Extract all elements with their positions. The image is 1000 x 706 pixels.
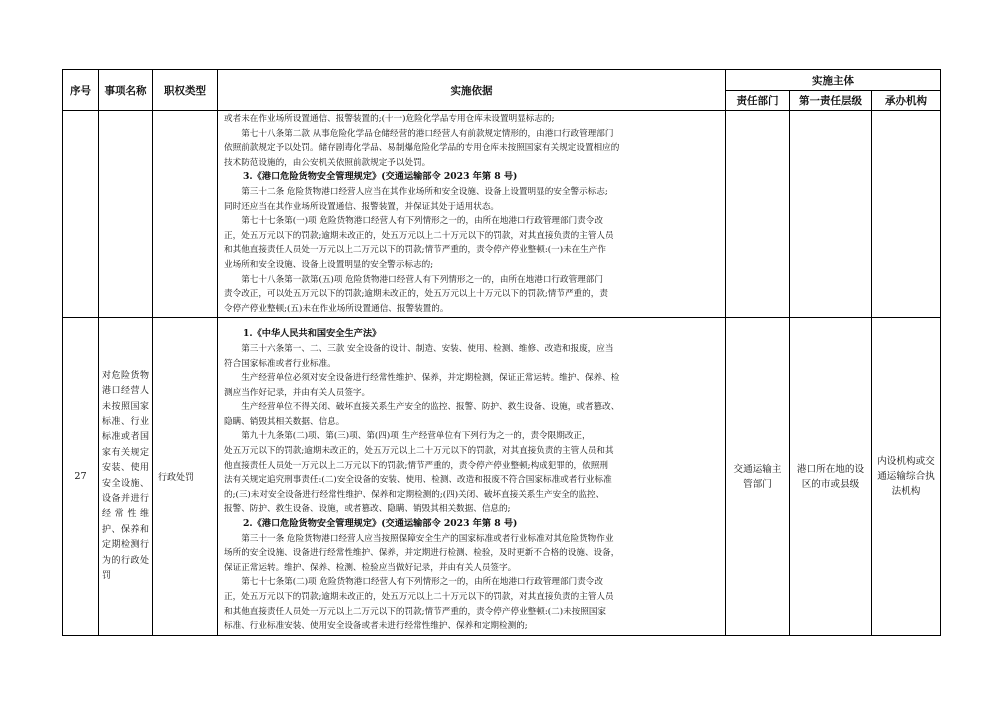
header-basis: 实施依据 bbox=[218, 70, 726, 111]
basis-line: 技术防范设施的，由公安机关依照前款规定予以处罚。 bbox=[224, 157, 431, 168]
basis-line: 正，处五万元以下的罚款;逾期未改正的，处五万元以上二十万元以下的罚款，对其直接负责的主管人员 bbox=[224, 230, 614, 241]
basis-line: 报警、防护、救生设备、设施，或者篡改、隐瞒、销毁其相关数据、信息的; bbox=[224, 504, 511, 515]
basis-line: 法有关规定追究刑事责任:(二)安全设备的安装、使用、检测、改造和报废不符合国家标准或者行业标准 bbox=[224, 475, 612, 486]
cont-dept-cell bbox=[726, 111, 790, 318]
basis-line: 或者未在作业场所设置通信、报警装置的;(十一)危险化学品专用仓库未设置明显标志的; bbox=[224, 114, 555, 124]
basis-line: 业场所和安全设施、设备上设置明显的安全警示标志的; bbox=[224, 259, 434, 270]
header-level: 第一责任层级 bbox=[790, 91, 872, 111]
basis-line: 第七十八条第一款第(五)项 危险货物港口经营人有下列情形之一的，由所在地港口行政管理部门 bbox=[241, 274, 603, 285]
basis-line: 和其他直接责任人员处一万元以上二万元以下的罚款;情节严重的，责令停产停业整顿:(二)未按照国家 bbox=[224, 606, 607, 617]
basis-line: 生产经营单位必须对安全设备进行经常性维护、保养，并定期检测，保证正常运转。维护、保养、检 bbox=[241, 373, 620, 384]
header-type: 职权类型 bbox=[153, 70, 218, 111]
cont-idx-cell bbox=[63, 111, 99, 318]
basis-heading: 2.《港口危险货物安全管理规定》(交通运输部令 2023 年第 8 号) bbox=[243, 518, 518, 530]
basis-line: 责令改正，可以处五万元以下的罚款;逾期未改正的，处五万元以上十万元以下的罚款;情节严重的，责 bbox=[224, 289, 608, 300]
basis-line: 测应当作好记录，并由有关人员签字。 bbox=[224, 387, 371, 398]
basis-line: 令停产停业整顿;(五)未在作业场所设置通信、报警装置的。 bbox=[224, 303, 449, 314]
basis-line: 隐瞒、销毁其相关数据、信息。 bbox=[224, 416, 345, 427]
header-idx: 序号 bbox=[63, 70, 99, 111]
header-org: 承办机构 bbox=[872, 91, 941, 111]
basis-line: 第七十七条第(一)项 危险货物港口经营人有下列情形之一的，由所在地港口行政管理部门责令改 bbox=[241, 216, 603, 227]
basis-line: 他直接责任人员处一万元以上二万元以下的罚款;情节严重的，责令停产停业整顿;构成犯罪的，依照刑 bbox=[224, 460, 608, 471]
authority-table bbox=[62, 69, 941, 636]
row-item-name: 对危险货物港口经营人未按照国家标准、行业标准或者国家有关规定安装、使用安全设施、设备并进行经常性维护、保养和定期检测行为的行政处罚 bbox=[99, 318, 153, 635]
basis-line: 第三十一条 危险货物港口经营人应当按照保障安全生产的国家标准或者行业标准对其危险货物作业 bbox=[241, 533, 614, 544]
cont-basis-cell bbox=[218, 111, 726, 318]
basis-line: 依照前款规定予以处罚。储存剧毒化学品、易制爆危险化学品的专用仓库未按照国家有关规定设置相应的 bbox=[224, 143, 620, 154]
basis-line: 正，处五万元以下的罚款;逾期未改正的，处五万元以上二十万元以下的罚款，对其直接负责的主管人员 bbox=[224, 592, 614, 602]
basis-line: 第三十六条第一、二、三款 安全设备的设计、制造、安装、使用、检测、维修、改造和报废，应当 bbox=[241, 343, 614, 354]
basis-heading: 3.《港口危险货物安全管理规定》(交通运输部令 2023 年第 8 号) bbox=[243, 171, 518, 183]
basis-line: 第七十七条第(二)项 危险货物港口经营人有下列情形之一的，由所在地港口行政管理部门责令改 bbox=[241, 577, 603, 588]
table-row-continuation bbox=[63, 111, 941, 318]
basis-line: 处五万元以下的罚款;逾期未改正的，处五万元以上二十万元以下的罚款，对其直接负责的主管人员和其 bbox=[224, 446, 614, 457]
row-idx: 27 bbox=[63, 318, 99, 635]
basis-line: 生产经营单位不得关闭、破坏直接关系生产安全的监控、报警、防护、救生设备、设施，或者篡改、 bbox=[241, 402, 620, 413]
row-basis-cell bbox=[218, 318, 726, 635]
basis-line: 标准、行业标准安装、使用安全设备或者未进行经常性维护、保养和定期检测的; bbox=[224, 621, 528, 632]
basis-line: 同时还应当在其作业场所设置通信、报警装置，并保证其处于适用状态。 bbox=[224, 201, 500, 212]
basis-line: 场所的安全设施、设备进行经常性维护、保养，并定期进行检测、检验，及时更新不合格的设施、设备， bbox=[224, 548, 620, 559]
basis-heading: 1.《中华人民共和国安全生产法》 bbox=[243, 328, 382, 340]
cont-name-cell bbox=[99, 111, 153, 318]
table-row-27 bbox=[63, 318, 941, 635]
basis-line: 符合国家标准或者行业标准。 bbox=[224, 358, 336, 369]
basis-line: 第九十九条第(二)项、第(三)项、第(四)项 生产经营单位有下列行为之一的，责令限期改正， bbox=[241, 431, 591, 442]
cont-level-cell bbox=[790, 111, 872, 318]
basis-line: 和其他直接责任人员处一万元以上二万元以下的罚款;情节严重的，责令停产停业整顿:(一)未在生产作 bbox=[224, 245, 607, 256]
basis-line: 第三十二条 危险货物港口经营人应当在其作业场所和安全设施、设备上设置明显的安全警示标志; bbox=[241, 186, 608, 197]
header-dept: 责任部门 bbox=[726, 91, 790, 111]
row-authority-type: 行政处罚 bbox=[153, 318, 218, 635]
basis-line: 的;(三)未对安全设备进行经常性维护、保养和定期检测的;(四)关闭、破坏直接关系生产安全的监控、 bbox=[224, 489, 605, 500]
basis-line: 第七十八条第二款 从事危险化学品仓储经营的港口经营人有前款规定情形的，由港口行政管理部门 bbox=[241, 128, 614, 139]
cont-type-cell bbox=[153, 111, 218, 318]
header-name: 事项名称 bbox=[99, 70, 153, 111]
row-dept: 交通运输主管部门 bbox=[726, 318, 790, 635]
row-org: 内设机构或交通运输综合执法机构 bbox=[872, 318, 941, 635]
cont-org-cell bbox=[872, 111, 941, 318]
header-subject: 实施主体 bbox=[726, 70, 941, 91]
basis-line: 保证正常运转。维护、保养、检测、检验应当做好记录，并由有关人员签字。 bbox=[224, 562, 517, 573]
row-level: 港口所在地的设区的市或县级 bbox=[790, 318, 872, 635]
